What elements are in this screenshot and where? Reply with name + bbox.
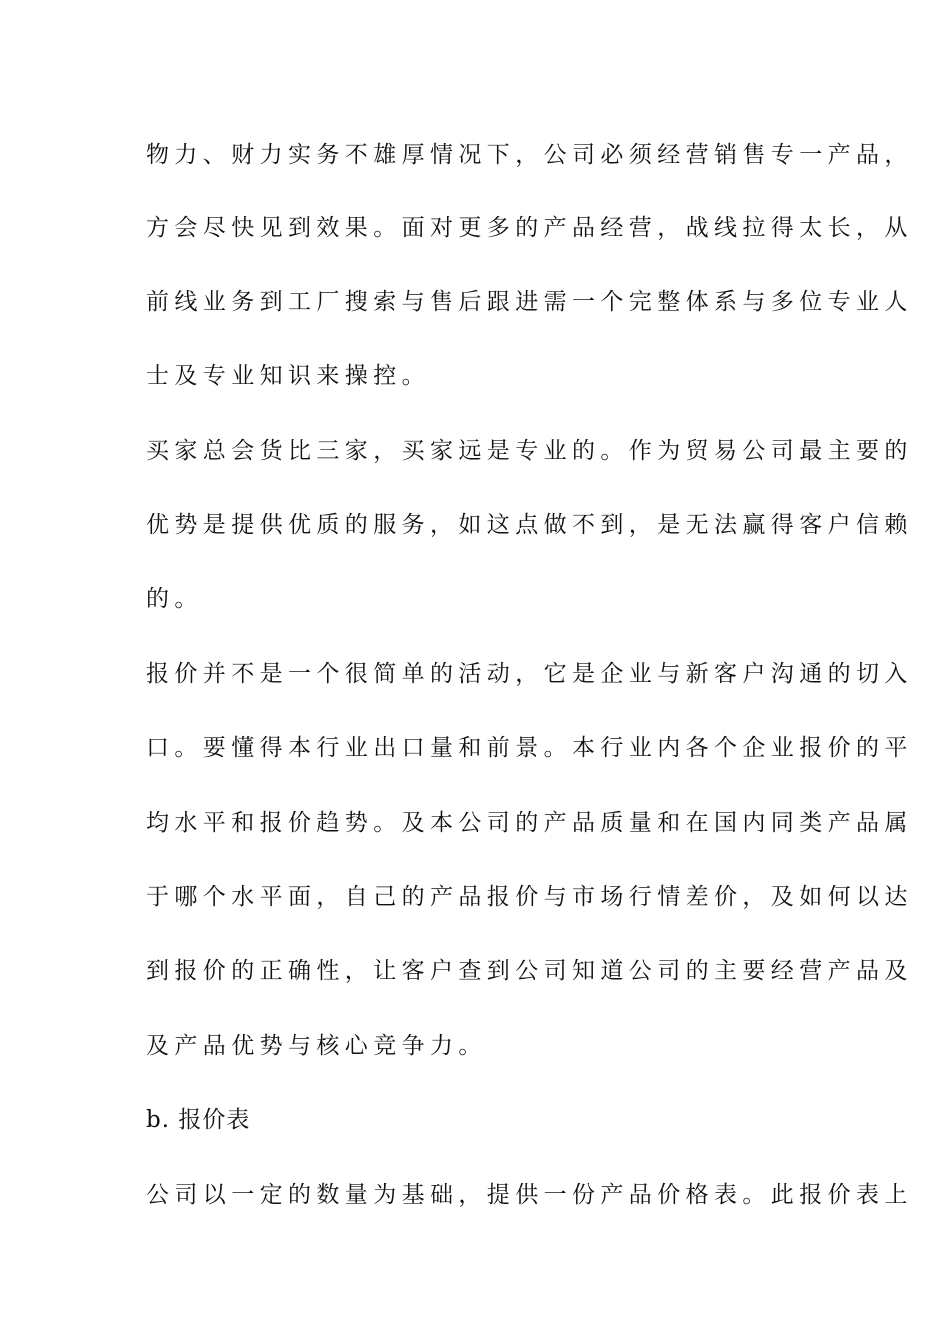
text-line: 买家总会货比三家，买家远是专业的。作为贸易公司最主要的 — [146, 438, 913, 464]
text-line: 物力、财力实务不雄厚情况下，公司必须经营销售专一产品， — [146, 142, 913, 168]
text-line: 均水平和报价趋势。及本公司的产品质量和在国内同类产品属 — [146, 810, 913, 836]
text-line: 及产品优势与核心竞争力。 — [146, 1033, 487, 1059]
text-line: 到报价的正确性，让客户查到公司知道公司的主要经营产品及 — [146, 958, 913, 984]
text-line: 报价并不是一个很简单的活动，它是企业与新客户沟通的切入 — [146, 661, 913, 687]
text-line: 优势是提供优质的服务，如这点做不到，是无法赢得客户信赖 — [146, 512, 913, 538]
text-line: 士及专业知识来操控。 — [146, 363, 430, 389]
text-line: 口。要懂得本行业出口量和前景。本行业内各个企业报价的平 — [146, 735, 913, 761]
text-line: 方会尽快见到效果。面对更多的产品经营，战线拉得太长，从 — [146, 215, 913, 241]
text-line: 的。 — [146, 586, 203, 612]
text-line: 公司以一定的数量为基础，提供一份产品价格表。此报价表上 — [146, 1182, 913, 1208]
text-line: 前线业务到工厂搜索与售后跟进需一个完整体系与多位专业人 — [146, 289, 913, 315]
section-heading: b. 报价表 — [146, 1107, 251, 1133]
text-line: 于哪个水平面，自己的产品报价与市场行情差价，及如何以达 — [146, 884, 913, 910]
